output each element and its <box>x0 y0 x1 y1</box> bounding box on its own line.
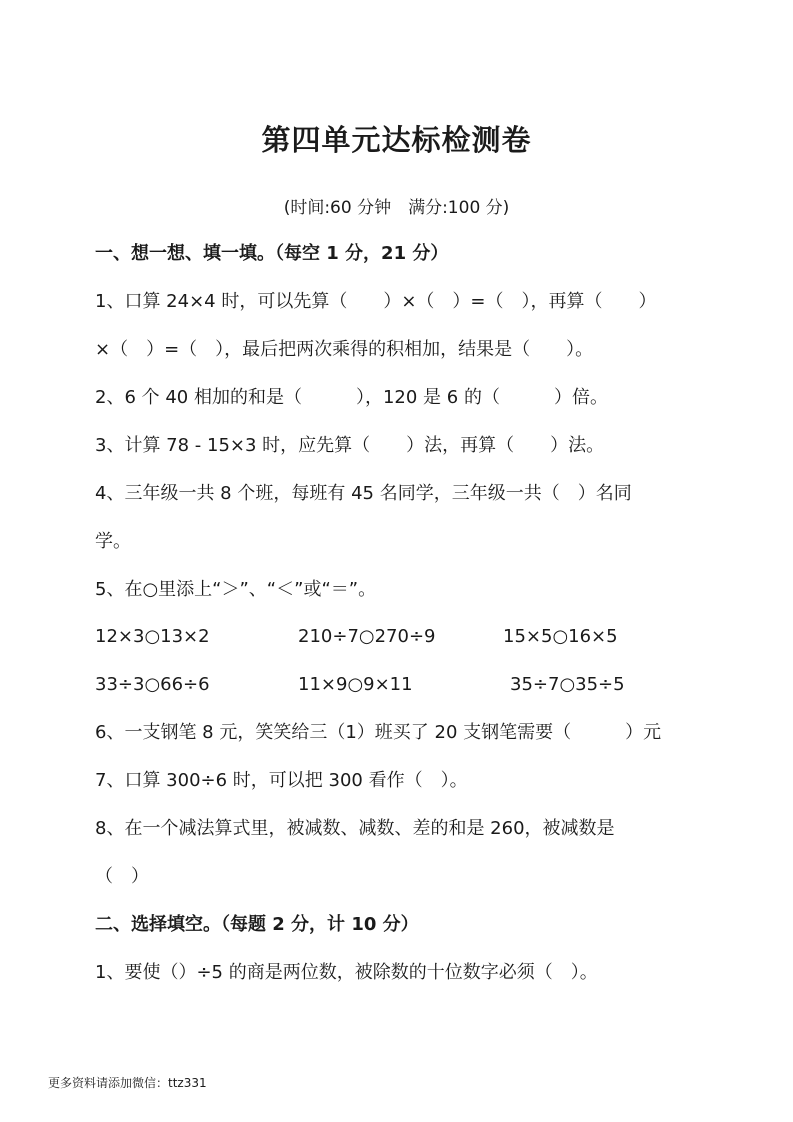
question-3: 3、计算 78 - 15×3 时，应先算（ ）法，再算（ ）法。 <box>95 435 605 456</box>
question-1-line-2: ×（ ）=（ ），最后把两次乘得的积相加，结果是（ ）。 <box>95 339 594 360</box>
question-4-line-2: 学。 <box>95 531 131 552</box>
question-8-line-1: 8、在一个减法算式里，被减数、减数、差的和是 260，被减数是 <box>95 818 615 839</box>
comparison-item: 15×5○16×5 <box>503 626 618 647</box>
comparison-item: 35÷7○35÷5 <box>510 674 625 695</box>
comparison-item: 11×9○9×11 <box>298 674 413 695</box>
section-1-heading: 一、想一想、填一填。（每空 1 分，21 分） <box>95 243 449 264</box>
footer-note: 更多资料请添加微信：ttz331 <box>48 1076 207 1090</box>
question-1-line-1: 1、口算 24×4 时，可以先算（ ）×（ ）=（ ），再算（ ） <box>95 291 657 312</box>
question-7: 7、口算 300÷6 时，可以把 300 看作（ ）。 <box>95 770 468 791</box>
question-8-line-2: （ ） <box>95 866 149 887</box>
page-title: 第四单元达标检测卷 <box>261 123 532 157</box>
question-4-line-1: 4、三年级一共 8 个班，每班有 45 名同学，三年级一共（ ）名同 <box>95 483 632 504</box>
question-2: 2、6 个 40 相加的和是（ ），120 是 6 的（ ）倍。 <box>95 387 608 408</box>
question-5-intro: 5、在○里添上“＞”、“＜”或“＝”。 <box>95 579 377 600</box>
comparison-item: 33÷3○66÷6 <box>95 674 210 695</box>
question-6: 6、一支钢笔 8 元，笑笑给三（1）班买了 20 支钢笔需要（ ）元 <box>95 722 662 743</box>
section-2-question-1: 1、要使（）÷5 的商是两位数，被除数的十位数字必须（ ）。 <box>95 962 598 983</box>
section-2-heading: 二、选择填空。（每题 2 分，计 10 分） <box>95 914 419 935</box>
comparison-item: 12×3○13×2 <box>95 626 210 647</box>
exam-info: (时间:60 分钟 满分:100 分) <box>283 198 510 218</box>
comparison-item: 210÷7○270÷9 <box>298 626 436 647</box>
